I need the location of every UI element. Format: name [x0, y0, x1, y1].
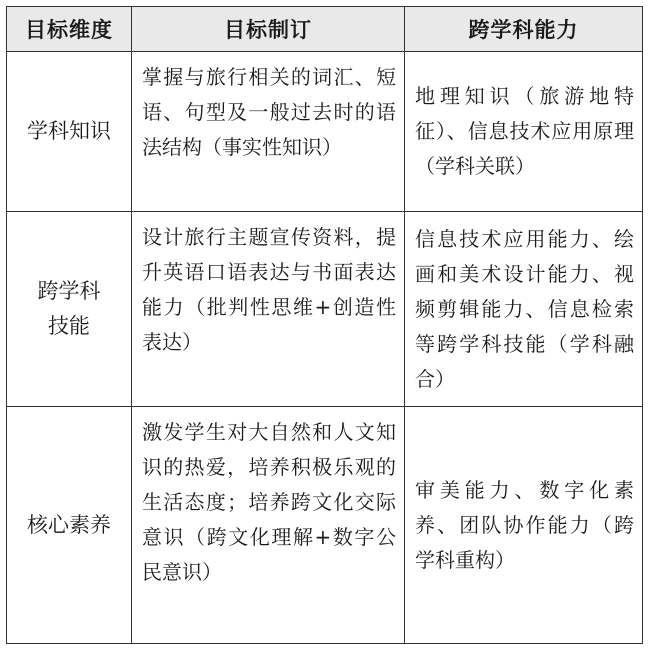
goals-table-container [6, 6, 642, 642]
header-goal: 目标制订 [132, 7, 405, 52]
cell-dimension: 学科知识 [7, 52, 132, 212]
cell-goal: 设计旅行主题宣传资料，提升英语口语表达与书面表达能力（批判性思维+创造性表达） [132, 212, 405, 407]
cell-dimension-text: 跨学科技能 [37, 279, 101, 338]
cell-cross-ability: 审美能力、数字化素养、团队协作能力（跨学科重构） [405, 407, 643, 644]
table-row [7, 407, 643, 644]
cell-cross-ability: 信息技术应用能力、绘画和美术设计能力、视频剪辑能力、信息检索等跨学科技能（学科融合） [405, 212, 643, 407]
table-header-row [7, 7, 643, 52]
goals-table [6, 6, 643, 644]
header-dimension: 目标维度 [7, 7, 132, 52]
cell-goal: 激发学生对大自然和人文知识的热爱，培养积极乐观的生活态度；培养跨文化交际意识（跨文化理解+数字公民意识） [132, 407, 405, 644]
cell-dimension: 核心素养 [7, 407, 132, 644]
table-row [7, 212, 643, 407]
cell-cross-ability: 地理知识（旅游地特征）、信息技术应用原理（学科关联） [405, 52, 643, 212]
table-row [7, 52, 643, 212]
cell-dimension [7, 212, 132, 407]
header-cross-ability: 跨学科能力 [405, 7, 643, 52]
cell-goal: 掌握与旅行相关的词汇、短语、句型及一般过去时的语法结构（事实性知识） [132, 52, 405, 212]
